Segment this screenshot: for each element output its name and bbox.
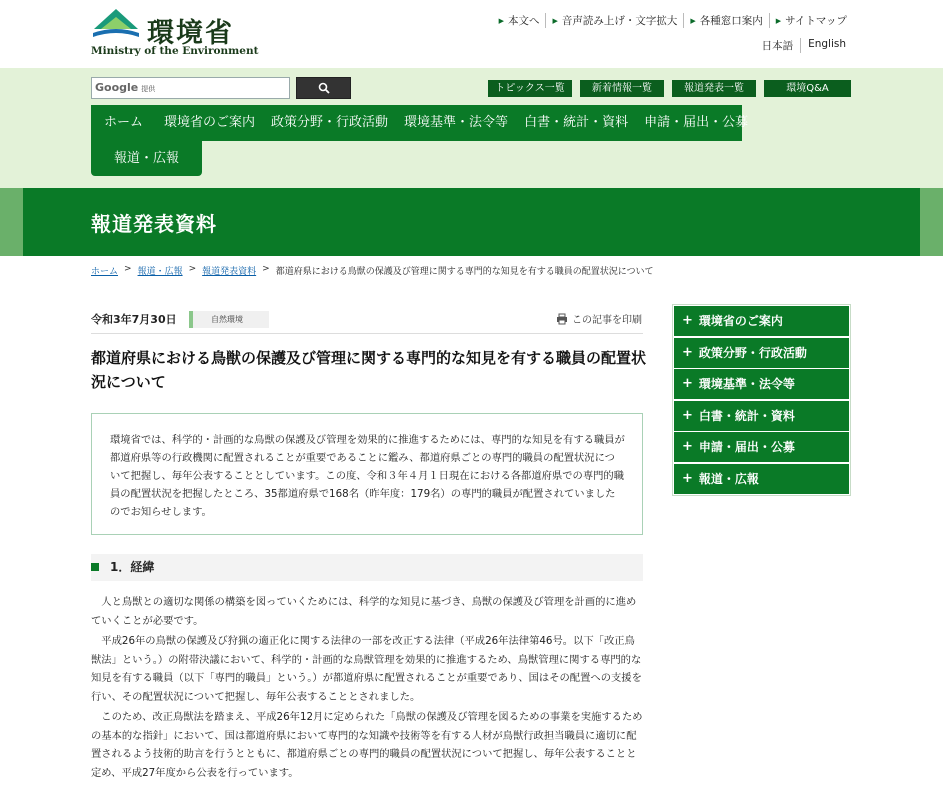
summary-box — [91, 413, 643, 535]
gnav-whitepaper[interactable]: 白書・統計・資料 — [524, 115, 629, 130]
arrow-right-icon: ▶ — [498, 16, 504, 25]
arrow-right-icon: ▶ — [775, 16, 782, 25]
sidebar-item-standards[interactable]: + 環境基準・法令等 — [674, 369, 849, 399]
breadcrumb — [91, 264, 654, 277]
utility-links — [493, 13, 853, 28]
plus-icon: + — [682, 439, 693, 455]
print-label: この記事を印刷 — [572, 315, 642, 326]
plus-icon: + — [682, 470, 693, 486]
sidebar-item-whitepaper[interactable]: + 白書・統計・資料 — [674, 401, 849, 431]
sidebar-item-press[interactable]: + 報道・広報 — [674, 464, 849, 494]
arrow-right-icon: ▶ — [690, 16, 696, 25]
article-body — [91, 593, 643, 784]
util-link-skip[interactable]: ▶ 本文へ — [498, 15, 540, 27]
breadcrumb-press-releases[interactable]: 報道発表資料 — [202, 267, 257, 277]
plus-icon: + — [682, 376, 693, 392]
util-link-accessibility[interactable]: ▶ 音声読み上げ・文字拡大 — [545, 13, 683, 28]
plus-icon: + — [682, 407, 693, 423]
quick-link-press[interactable]: 報道発表一覧 — [672, 80, 756, 97]
article-date: 令和3年7月30日 — [91, 313, 177, 326]
lang-link-en[interactable]: English — [800, 38, 853, 53]
lang-link-ja[interactable]: 日本語 — [761, 40, 794, 52]
paragraph: このため、改正鳥獣法を踏まえ、平成26年12月に定められた「鳥獣の保護及び管理を図るための事業を実施するための基本的な指針」において、国は都道府県において専門的な知識や技術等を有する人材が鳥獣行政担当職員に適切に配置されるよう技術的助言を行うとともに、都道府県ごとの専門的職員の配置状況について把握し、毎年公表することと定め、平成27年度から公表を行っています。 — [91, 711, 643, 779]
breadcrumb-home[interactable]: ホーム — [91, 267, 119, 277]
square-bullet-icon — [91, 563, 99, 571]
gnav-about[interactable]: 環境省のご案内 — [164, 115, 256, 130]
logo-text-jp: 環境省 — [147, 18, 234, 49]
breadcrumb-sep: > — [262, 264, 270, 274]
gnav-policy[interactable]: 政策分野・行政活動 — [271, 115, 389, 130]
summary-text: 環境省では、科学的・計画的な鳥獣の保護及び管理を効果的に推進するためには、専門的な知見を有する職員が都道府県等の行政機関に配置されることが重要であることに鑑み、都道府県ごとの専門的職員の配置状況について把握し、毎年公表することとしています。この度、令和３年４月１日現在における各都道府県での専門的職員の配置状況を把握したところ、35都道府県で168名（昨年度：179名）の専門的職員が配置されていましたのでお知らせします。 — [110, 434, 625, 518]
paragraph: 人と鳥獣との適切な関係の構築を図っていくためには、科学的な知見に基づき、鳥獣の保護及び管理を計画的に進めていくことが必要です。 — [91, 596, 637, 627]
plus-icon: + — [682, 344, 693, 360]
sidebar-item-policy[interactable]: + 政策分野・行政活動 — [674, 338, 849, 368]
title-band — [23, 188, 920, 256]
sidebar-item-about[interactable]: + 環境省のご案内 — [674, 306, 849, 336]
gnav-standards[interactable]: 環境基準・法令等 — [404, 115, 509, 130]
search-brand-sub: 提供 — [141, 85, 156, 93]
paragraph: 平成26年の鳥獣の保護及び狩猟の適正化に関する法律の一部を改正する法律（平成26年法律第46号。以下「改正鳥獣法」という。）の附帯決議において、科学的・計画的な鳥獣管理を効果的に推進するため、鳥獣管理に関する専門的な知見を有する職員（以下「専門的職員」という。）が都道府県に配置されることが重要であり、国はその配置への支援を行い、その配置状況について把握し、毎年公表することとされました。 — [91, 635, 642, 703]
breadcrumb-sep: > — [188, 264, 197, 274]
search-button[interactable] — [296, 77, 351, 99]
logo-mark-icon — [91, 7, 141, 41]
site-header — [0, 0, 943, 68]
quick-link-qa[interactable]: 環境Q&A — [764, 80, 851, 97]
category-badge: 自然環境 — [189, 311, 269, 328]
arrow-right-icon: ▶ — [552, 16, 558, 25]
article-title: 都道府県における鳥獣の保護及び管理に関する専門的な知見を有する職員の配置状況について — [91, 349, 647, 391]
quick-link-topics[interactable]: トピックス一覧 — [488, 80, 572, 97]
search-brand: Google — [95, 81, 139, 94]
plus-icon: + — [682, 313, 693, 328]
section-heading-text: 1．経緯 — [110, 560, 155, 574]
util-link-sitemap[interactable]: ▶ サイトマップ — [769, 13, 853, 28]
site-logo[interactable] — [91, 7, 259, 59]
sidebar-nav — [672, 304, 851, 496]
gnav-home[interactable]: ホーム — [104, 115, 144, 130]
search-input[interactable] — [91, 77, 290, 99]
logo-text-en: Ministry of the Environment — [91, 45, 259, 57]
search-icon — [318, 82, 330, 94]
breadcrumb-sep: > — [124, 264, 132, 274]
sidebar-item-applications[interactable]: + 申請・届出・公募 — [674, 432, 849, 462]
language-links — [755, 38, 853, 53]
global-nav — [91, 105, 749, 141]
quick-links — [488, 80, 851, 97]
print-link[interactable] — [556, 311, 642, 326]
breadcrumb-current: 都道府県における鳥獣の保護及び管理に関する専門的な知見を有する職員の配置状況について — [275, 267, 654, 277]
section-heading — [91, 554, 643, 581]
gnav-applications[interactable]: 申請・届出・公募 — [644, 115, 749, 130]
gnav-press[interactable]: 報道・広報 — [91, 141, 202, 176]
breadcrumb-press[interactable]: 報道・広報 — [137, 267, 183, 277]
util-link-contacts[interactable]: ▶ 各種窓口案内 — [683, 13, 768, 28]
page-title: 報道発表資料 — [91, 212, 217, 236]
divider — [91, 333, 643, 334]
quick-link-news[interactable]: 新着情報一覧 — [580, 80, 664, 97]
printer-icon — [556, 313, 568, 325]
